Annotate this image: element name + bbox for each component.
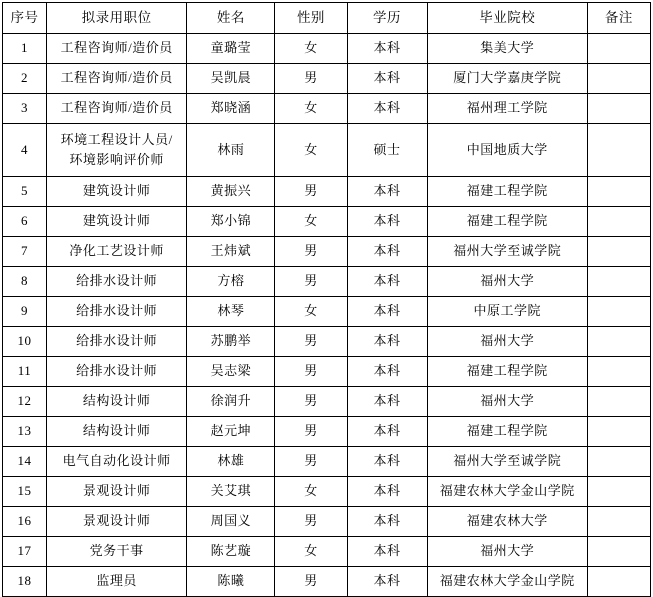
cell-position: 景观设计师 [47,507,187,537]
cell-remark [587,207,650,237]
table-row [3,387,651,417]
cell-remark [587,237,650,267]
cell-position: 建筑设计师 [47,177,187,207]
cell-remark [587,94,650,124]
cell-position: 监理员 [47,567,187,597]
column-header-education: 学历 [347,3,427,34]
table-row [3,297,651,327]
cell-gender: 女 [275,34,347,64]
column-header-gender: 性别 [275,3,347,34]
cell-school: 福州大学 [427,327,587,357]
cell-remark [587,477,650,507]
cell-position-line1: 环境工程设计人员/ [60,131,173,147]
cell-name: 关艾琪 [187,477,275,507]
cell-index: 9 [3,297,47,327]
cell-education: 本科 [347,34,427,64]
cell-remark [587,387,650,417]
cell-gender: 男 [275,567,347,597]
table-row [3,417,651,447]
cell-gender: 女 [275,124,347,177]
cell-education: 本科 [347,297,427,327]
cell-index: 8 [3,267,47,297]
cell-position-line2: 环境影响评价师 [69,152,164,167]
table-header-row [3,3,651,34]
cell-school: 中国地质大学 [427,124,587,177]
cell-education: 硕士 [347,124,427,177]
cell-education: 本科 [347,477,427,507]
cell-index: 5 [3,177,47,207]
cell-education: 本科 [347,417,427,447]
cell-gender: 女 [275,477,347,507]
cell-remark [587,357,650,387]
cell-name: 赵元坤 [187,417,275,447]
cell-education: 本科 [347,387,427,417]
cell-school: 福建工程学院 [427,177,587,207]
cell-position: 建筑设计师 [47,207,187,237]
cell-name: 林琴 [187,297,275,327]
cell-gender: 男 [275,417,347,447]
cell-name: 王炜斌 [187,237,275,267]
cell-position: 工程咨询师/造价员 [47,34,187,64]
cell-gender: 男 [275,64,347,94]
column-header-school: 毕业院校 [427,3,587,34]
cell-gender: 女 [275,207,347,237]
table-header [3,3,651,34]
cell-index: 16 [3,507,47,537]
cell-gender: 男 [275,267,347,297]
cell-remark [587,267,650,297]
cell-gender: 男 [275,447,347,477]
document-page [0,2,653,589]
table-row [3,567,651,597]
cell-remark [587,567,650,597]
cell-education: 本科 [347,64,427,94]
cell-education: 本科 [347,537,427,567]
cell-name: 吴志梁 [187,357,275,387]
cell-gender: 女 [275,297,347,327]
column-header-position: 拟录用职位 [47,3,187,34]
cell-index: 11 [3,357,47,387]
cell-name: 徐润升 [187,387,275,417]
cell-remark [587,417,650,447]
column-header-index: 序号 [3,3,47,34]
cell-index: 14 [3,447,47,477]
cell-index: 6 [3,207,47,237]
table-row [3,64,651,94]
cell-gender: 男 [275,177,347,207]
cell-school: 福州大学 [427,537,587,567]
table-row [3,94,651,124]
table-row [3,477,651,507]
cell-remark [587,537,650,567]
cell-school: 福建农林大学金山学院 [427,477,587,507]
cell-gender: 女 [275,537,347,567]
table-row [3,357,651,387]
cell-index: 13 [3,417,47,447]
cell-name: 方榕 [187,267,275,297]
cell-position: 结构设计师 [47,387,187,417]
cell-school: 福州理工学院 [427,94,587,124]
cell-school: 福州大学至诚学院 [427,237,587,267]
cell-name: 林雄 [187,447,275,477]
table-row [3,327,651,357]
cell-gender: 男 [275,357,347,387]
cell-education: 本科 [347,237,427,267]
cell-position: 给排水设计师 [47,297,187,327]
table-row [3,507,651,537]
cell-name: 苏鹏举 [187,327,275,357]
cell-name: 林雨 [187,124,275,177]
cell-name: 陈艺璇 [187,537,275,567]
column-header-remark: 备注 [587,3,650,34]
cell-school: 中原工学院 [427,297,587,327]
table-row [3,237,651,267]
cell-position: 给排水设计师 [47,327,187,357]
cell-gender: 男 [275,507,347,537]
cell-gender: 男 [275,237,347,267]
cell-education: 本科 [347,447,427,477]
cell-index: 7 [3,237,47,267]
cell-position: 结构设计师 [47,417,187,447]
cell-index: 1 [3,34,47,64]
cell-remark [587,327,650,357]
cell-remark [587,34,650,64]
recruitment-roster-table [2,2,651,597]
cell-position [47,124,187,177]
cell-position: 景观设计师 [47,477,187,507]
table-row [3,267,651,297]
cell-index: 15 [3,477,47,507]
cell-gender: 男 [275,327,347,357]
cell-position: 给排水设计师 [47,267,187,297]
cell-school: 福州大学 [427,267,587,297]
cell-education: 本科 [347,357,427,387]
table-row [3,537,651,567]
cell-gender: 男 [275,387,347,417]
cell-school: 福州大学至诚学院 [427,447,587,477]
cell-remark [587,177,650,207]
cell-school: 福建农林大学金山学院 [427,567,587,597]
cell-position: 工程咨询师/造价员 [47,64,187,94]
cell-index: 12 [3,387,47,417]
cell-education: 本科 [347,177,427,207]
table-row [3,447,651,477]
cell-name: 陈曦 [187,567,275,597]
cell-name: 童璐莹 [187,34,275,64]
cell-education: 本科 [347,267,427,297]
cell-name: 吴凯晨 [187,64,275,94]
cell-position: 净化工艺设计师 [47,237,187,267]
cell-school: 福州大学 [427,387,587,417]
table-row [3,34,651,64]
cell-remark [587,297,650,327]
table-row [3,207,651,237]
cell-gender: 女 [275,94,347,124]
cell-index: 4 [3,124,47,177]
cell-name: 黄振兴 [187,177,275,207]
table-body [3,34,651,597]
cell-index: 3 [3,94,47,124]
cell-position: 电气自动化设计师 [47,447,187,477]
cell-position: 工程咨询师/造价员 [47,94,187,124]
cell-school: 福建工程学院 [427,207,587,237]
cell-education: 本科 [347,207,427,237]
cell-school: 福建农林大学 [427,507,587,537]
table-row [3,124,651,177]
cell-remark [587,64,650,94]
cell-name: 周国义 [187,507,275,537]
cell-index: 2 [3,64,47,94]
cell-name: 郑小锦 [187,207,275,237]
cell-remark [587,447,650,477]
cell-position: 党务干事 [47,537,187,567]
cell-school: 福建工程学院 [427,417,587,447]
cell-school: 厦门大学嘉庚学院 [427,64,587,94]
cell-index: 17 [3,537,47,567]
cell-position: 给排水设计师 [47,357,187,387]
cell-education: 本科 [347,507,427,537]
cell-name: 郑晓涵 [187,94,275,124]
cell-education: 本科 [347,327,427,357]
cell-school: 集美大学 [427,34,587,64]
cell-school: 福建工程学院 [427,357,587,387]
cell-index: 10 [3,327,47,357]
cell-education: 本科 [347,567,427,597]
column-header-name: 姓名 [187,3,275,34]
cell-education: 本科 [347,94,427,124]
cell-index: 18 [3,567,47,597]
cell-remark [587,507,650,537]
cell-remark [587,124,650,177]
table-row [3,177,651,207]
